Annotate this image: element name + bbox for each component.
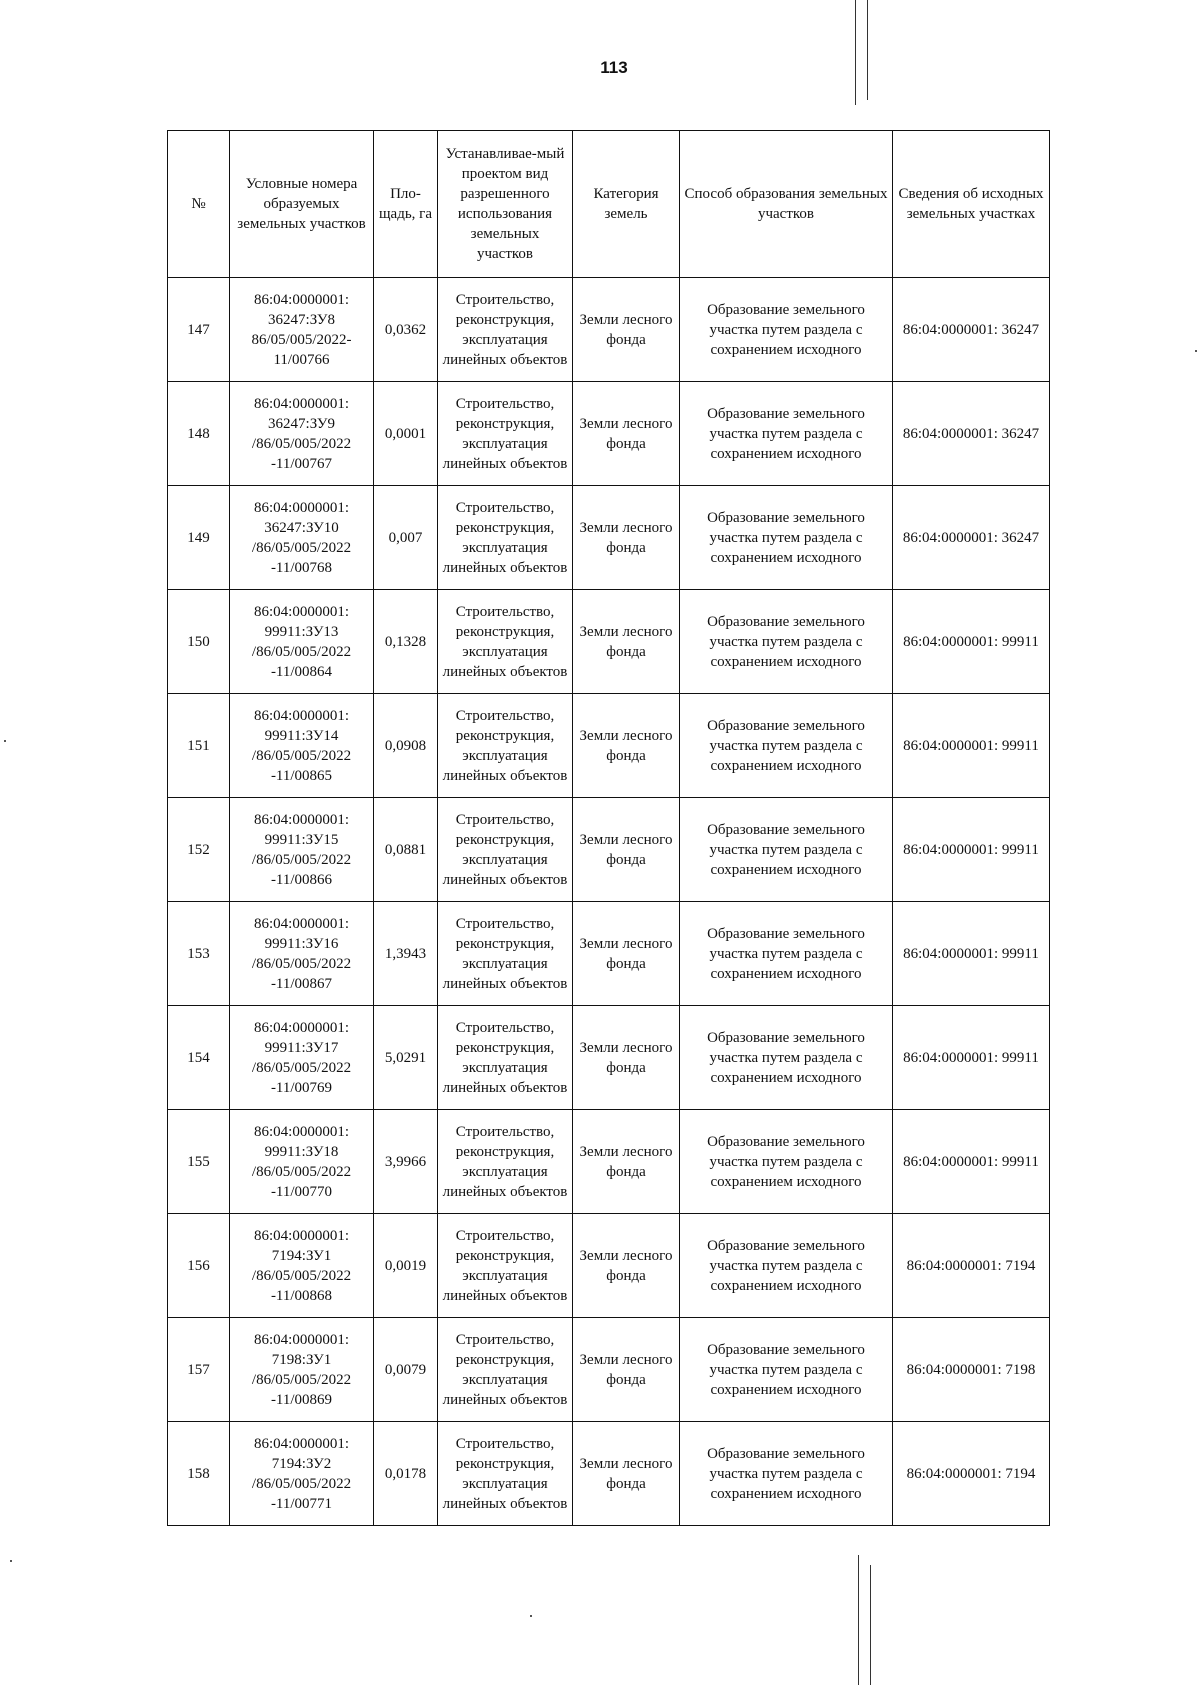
cell-permitted-use: Строительство, реконструкция, эксплуатация линейных объектов bbox=[438, 486, 573, 590]
cell-permitted-use: Строительство, реконструкция, эксплуатация линейных объектов bbox=[438, 694, 573, 798]
cell-formation-method: Образование земельного участка путем раздела с сохранением исходного bbox=[680, 1110, 893, 1214]
cell-formation-method: Образование земельного участка путем раздела с сохранением исходного bbox=[680, 382, 893, 486]
header-area: Пло-щадь, га bbox=[374, 131, 438, 278]
table-row bbox=[168, 590, 1050, 694]
cell-num: 155 bbox=[168, 1110, 230, 1214]
cell-permitted-use: Строительство, реконструкция, эксплуатация линейных объектов bbox=[438, 278, 573, 382]
cell-permitted-use: Строительство, реконструкция, эксплуатация линейных объектов bbox=[438, 1214, 573, 1318]
header-formation-method: Способ образования земельных участков bbox=[680, 131, 893, 278]
cell-num: 150 bbox=[168, 590, 230, 694]
scan-artifact-line bbox=[855, 0, 856, 105]
cell-source-info: 86:04:0000001: 7194 bbox=[893, 1214, 1050, 1318]
table-row bbox=[168, 1422, 1050, 1526]
header-source-info: Сведения об исходных земельных участках bbox=[893, 131, 1050, 278]
cell-area: 0,0079 bbox=[374, 1318, 438, 1422]
cell-source-info: 86:04:0000001: 7198 bbox=[893, 1318, 1050, 1422]
table-row bbox=[168, 1006, 1050, 1110]
cell-category: Земли лесного фонда bbox=[573, 486, 680, 590]
scan-artifact-dot bbox=[4, 740, 6, 742]
cell-cadastral: 86:04:0000001: 99911:ЗУ13 /86/05/005/2022 -11/00864 bbox=[230, 590, 374, 694]
scan-artifact-line bbox=[867, 0, 868, 100]
cell-area: 3,9966 bbox=[374, 1110, 438, 1214]
cell-area: 0,007 bbox=[374, 486, 438, 590]
scan-artifact-dot bbox=[1195, 350, 1197, 352]
cell-category: Земли лесного фонда bbox=[573, 798, 680, 902]
cell-source-info: 86:04:0000001: 99911 bbox=[893, 1110, 1050, 1214]
cell-formation-method: Образование земельного участка путем раздела с сохранением исходного bbox=[680, 902, 893, 1006]
cell-num: 153 bbox=[168, 902, 230, 1006]
cell-area: 1,3943 bbox=[374, 902, 438, 1006]
cell-formation-method: Образование земельного участка путем раздела с сохранением исходного bbox=[680, 486, 893, 590]
cell-cadastral: 86:04:0000001: 99911:ЗУ15 /86/05/005/2022 -11/00866 bbox=[230, 798, 374, 902]
cell-source-info: 86:04:0000001: 99911 bbox=[893, 590, 1050, 694]
scan-artifact-line bbox=[858, 1555, 859, 1685]
cell-formation-method: Образование земельного участка путем раздела с сохранением исходного bbox=[680, 694, 893, 798]
table-row bbox=[168, 382, 1050, 486]
header-num: № bbox=[168, 131, 230, 278]
cell-source-info: 86:04:0000001: 36247 bbox=[893, 382, 1050, 486]
cell-category: Земли лесного фонда bbox=[573, 1214, 680, 1318]
cell-area: 0,0178 bbox=[374, 1422, 438, 1526]
cell-permitted-use: Строительство, реконструкция, эксплуатация линейных объектов bbox=[438, 1110, 573, 1214]
cell-formation-method: Образование земельного участка путем раздела с сохранением исходного bbox=[680, 1214, 893, 1318]
cell-cadastral: 86:04:0000001: 7198:ЗУ1 /86/05/005/2022 -11/00869 bbox=[230, 1318, 374, 1422]
cell-num: 151 bbox=[168, 694, 230, 798]
cell-source-info: 86:04:0000001: 7194 bbox=[893, 1422, 1050, 1526]
cell-area: 0,0881 bbox=[374, 798, 438, 902]
cell-source-info: 86:04:0000001: 99911 bbox=[893, 1006, 1050, 1110]
cell-source-info: 86:04:0000001: 36247 bbox=[893, 278, 1050, 382]
scan-artifact-dot bbox=[530, 1615, 532, 1617]
cell-cadastral: 86:04:0000001: 36247:ЗУ8 86/05/005/2022- 11/00766 bbox=[230, 278, 374, 382]
cell-category: Земли лесного фонда bbox=[573, 590, 680, 694]
cell-formation-method: Образование земельного участка путем раздела с сохранением исходного bbox=[680, 1422, 893, 1526]
scan-artifact-dot bbox=[10, 1560, 12, 1562]
table-row bbox=[168, 486, 1050, 590]
cell-source-info: 86:04:0000001: 99911 bbox=[893, 694, 1050, 798]
table-row bbox=[168, 278, 1050, 382]
header-cadastral: Условные номера образуемых земельных участков bbox=[230, 131, 374, 278]
table-row bbox=[168, 1318, 1050, 1422]
cell-num: 149 bbox=[168, 486, 230, 590]
cell-formation-method: Образование земельного участка путем раздела с сохранением исходного bbox=[680, 590, 893, 694]
table-row bbox=[168, 1110, 1050, 1214]
cell-permitted-use: Строительство, реконструкция, эксплуатация линейных объектов bbox=[438, 902, 573, 1006]
cell-category: Земли лесного фонда bbox=[573, 278, 680, 382]
cell-category: Земли лесного фонда bbox=[573, 382, 680, 486]
table-header-row bbox=[168, 131, 1050, 278]
cell-cadastral: 86:04:0000001: 36247:ЗУ10 /86/05/005/2022 -11/00768 bbox=[230, 486, 374, 590]
cell-category: Земли лесного фонда bbox=[573, 1422, 680, 1526]
header-permitted-use: Устанавливае-мый проектом вид разрешенного использования земельных участков bbox=[438, 131, 573, 278]
cell-num: 148 bbox=[168, 382, 230, 486]
cell-formation-method: Образование земельного участка путем раздела с сохранением исходного bbox=[680, 798, 893, 902]
cell-area: 5,0291 bbox=[374, 1006, 438, 1110]
cell-num: 156 bbox=[168, 1214, 230, 1318]
table-row bbox=[168, 902, 1050, 1006]
cell-area: 0,0001 bbox=[374, 382, 438, 486]
cell-formation-method: Образование земельного участка путем раздела с сохранением исходного bbox=[680, 1318, 893, 1422]
cell-num: 158 bbox=[168, 1422, 230, 1526]
cell-cadastral: 86:04:0000001: 99911:ЗУ16 /86/05/005/2022 -11/00867 bbox=[230, 902, 374, 1006]
scan-artifact-line bbox=[870, 1565, 871, 1685]
cell-permitted-use: Строительство, реконструкция, эксплуатация линейных объектов bbox=[438, 382, 573, 486]
cell-cadastral: 86:04:0000001: 99911:ЗУ18 /86/05/005/2022 -11/00770 bbox=[230, 1110, 374, 1214]
cell-category: Земли лесного фонда bbox=[573, 902, 680, 1006]
cell-source-info: 86:04:0000001: 36247 bbox=[893, 486, 1050, 590]
cell-source-info: 86:04:0000001: 99911 bbox=[893, 798, 1050, 902]
cell-area: 0,0019 bbox=[374, 1214, 438, 1318]
cell-area: 0,0908 bbox=[374, 694, 438, 798]
table-row bbox=[168, 798, 1050, 902]
cell-category: Земли лесного фонда bbox=[573, 1006, 680, 1110]
cell-permitted-use: Строительство, реконструкция, эксплуатация линейных объектов bbox=[438, 1006, 573, 1110]
land-plots-table bbox=[167, 130, 1050, 1526]
cell-num: 157 bbox=[168, 1318, 230, 1422]
cell-cadastral: 86:04:0000001: 7194:ЗУ1 /86/05/005/2022 -11/00868 bbox=[230, 1214, 374, 1318]
cell-num: 154 bbox=[168, 1006, 230, 1110]
cell-permitted-use: Строительство, реконструкция, эксплуатация линейных объектов bbox=[438, 590, 573, 694]
cell-category: Земли лесного фонда bbox=[573, 1110, 680, 1214]
cell-cadastral: 86:04:0000001: 99911:ЗУ14 /86/05/005/2022 -11/00865 bbox=[230, 694, 374, 798]
cell-cadastral: 86:04:0000001: 36247:ЗУ9 /86/05/005/2022 -11/00767 bbox=[230, 382, 374, 486]
cell-permitted-use: Строительство, реконструкция, эксплуатация линейных объектов bbox=[438, 798, 573, 902]
page-number: 113 bbox=[600, 58, 628, 77]
header-category: Категория земель bbox=[573, 131, 680, 278]
cell-num: 147 bbox=[168, 278, 230, 382]
cell-category: Земли лесного фонда bbox=[573, 694, 680, 798]
cell-formation-method: Образование земельного участка путем раздела с сохранением исходного bbox=[680, 1006, 893, 1110]
cell-permitted-use: Строительство, реконструкция, эксплуатация линейных объектов bbox=[438, 1318, 573, 1422]
cell-cadastral: 86:04:0000001: 99911:ЗУ17 /86/05/005/2022 -11/00769 bbox=[230, 1006, 374, 1110]
table-row bbox=[168, 1214, 1050, 1318]
cell-cadastral: 86:04:0000001: 7194:ЗУ2 /86/05/005/2022 -11/00771 bbox=[230, 1422, 374, 1526]
cell-permitted-use: Строительство, реконструкция, эксплуатация линейных объектов bbox=[438, 1422, 573, 1526]
cell-num: 152 bbox=[168, 798, 230, 902]
cell-area: 0,0362 bbox=[374, 278, 438, 382]
cell-formation-method: Образование земельного участка путем раздела с сохранением исходного bbox=[680, 278, 893, 382]
cell-source-info: 86:04:0000001: 99911 bbox=[893, 902, 1050, 1006]
cell-category: Земли лесного фонда bbox=[573, 1318, 680, 1422]
cell-area: 0,1328 bbox=[374, 590, 438, 694]
table-row bbox=[168, 694, 1050, 798]
